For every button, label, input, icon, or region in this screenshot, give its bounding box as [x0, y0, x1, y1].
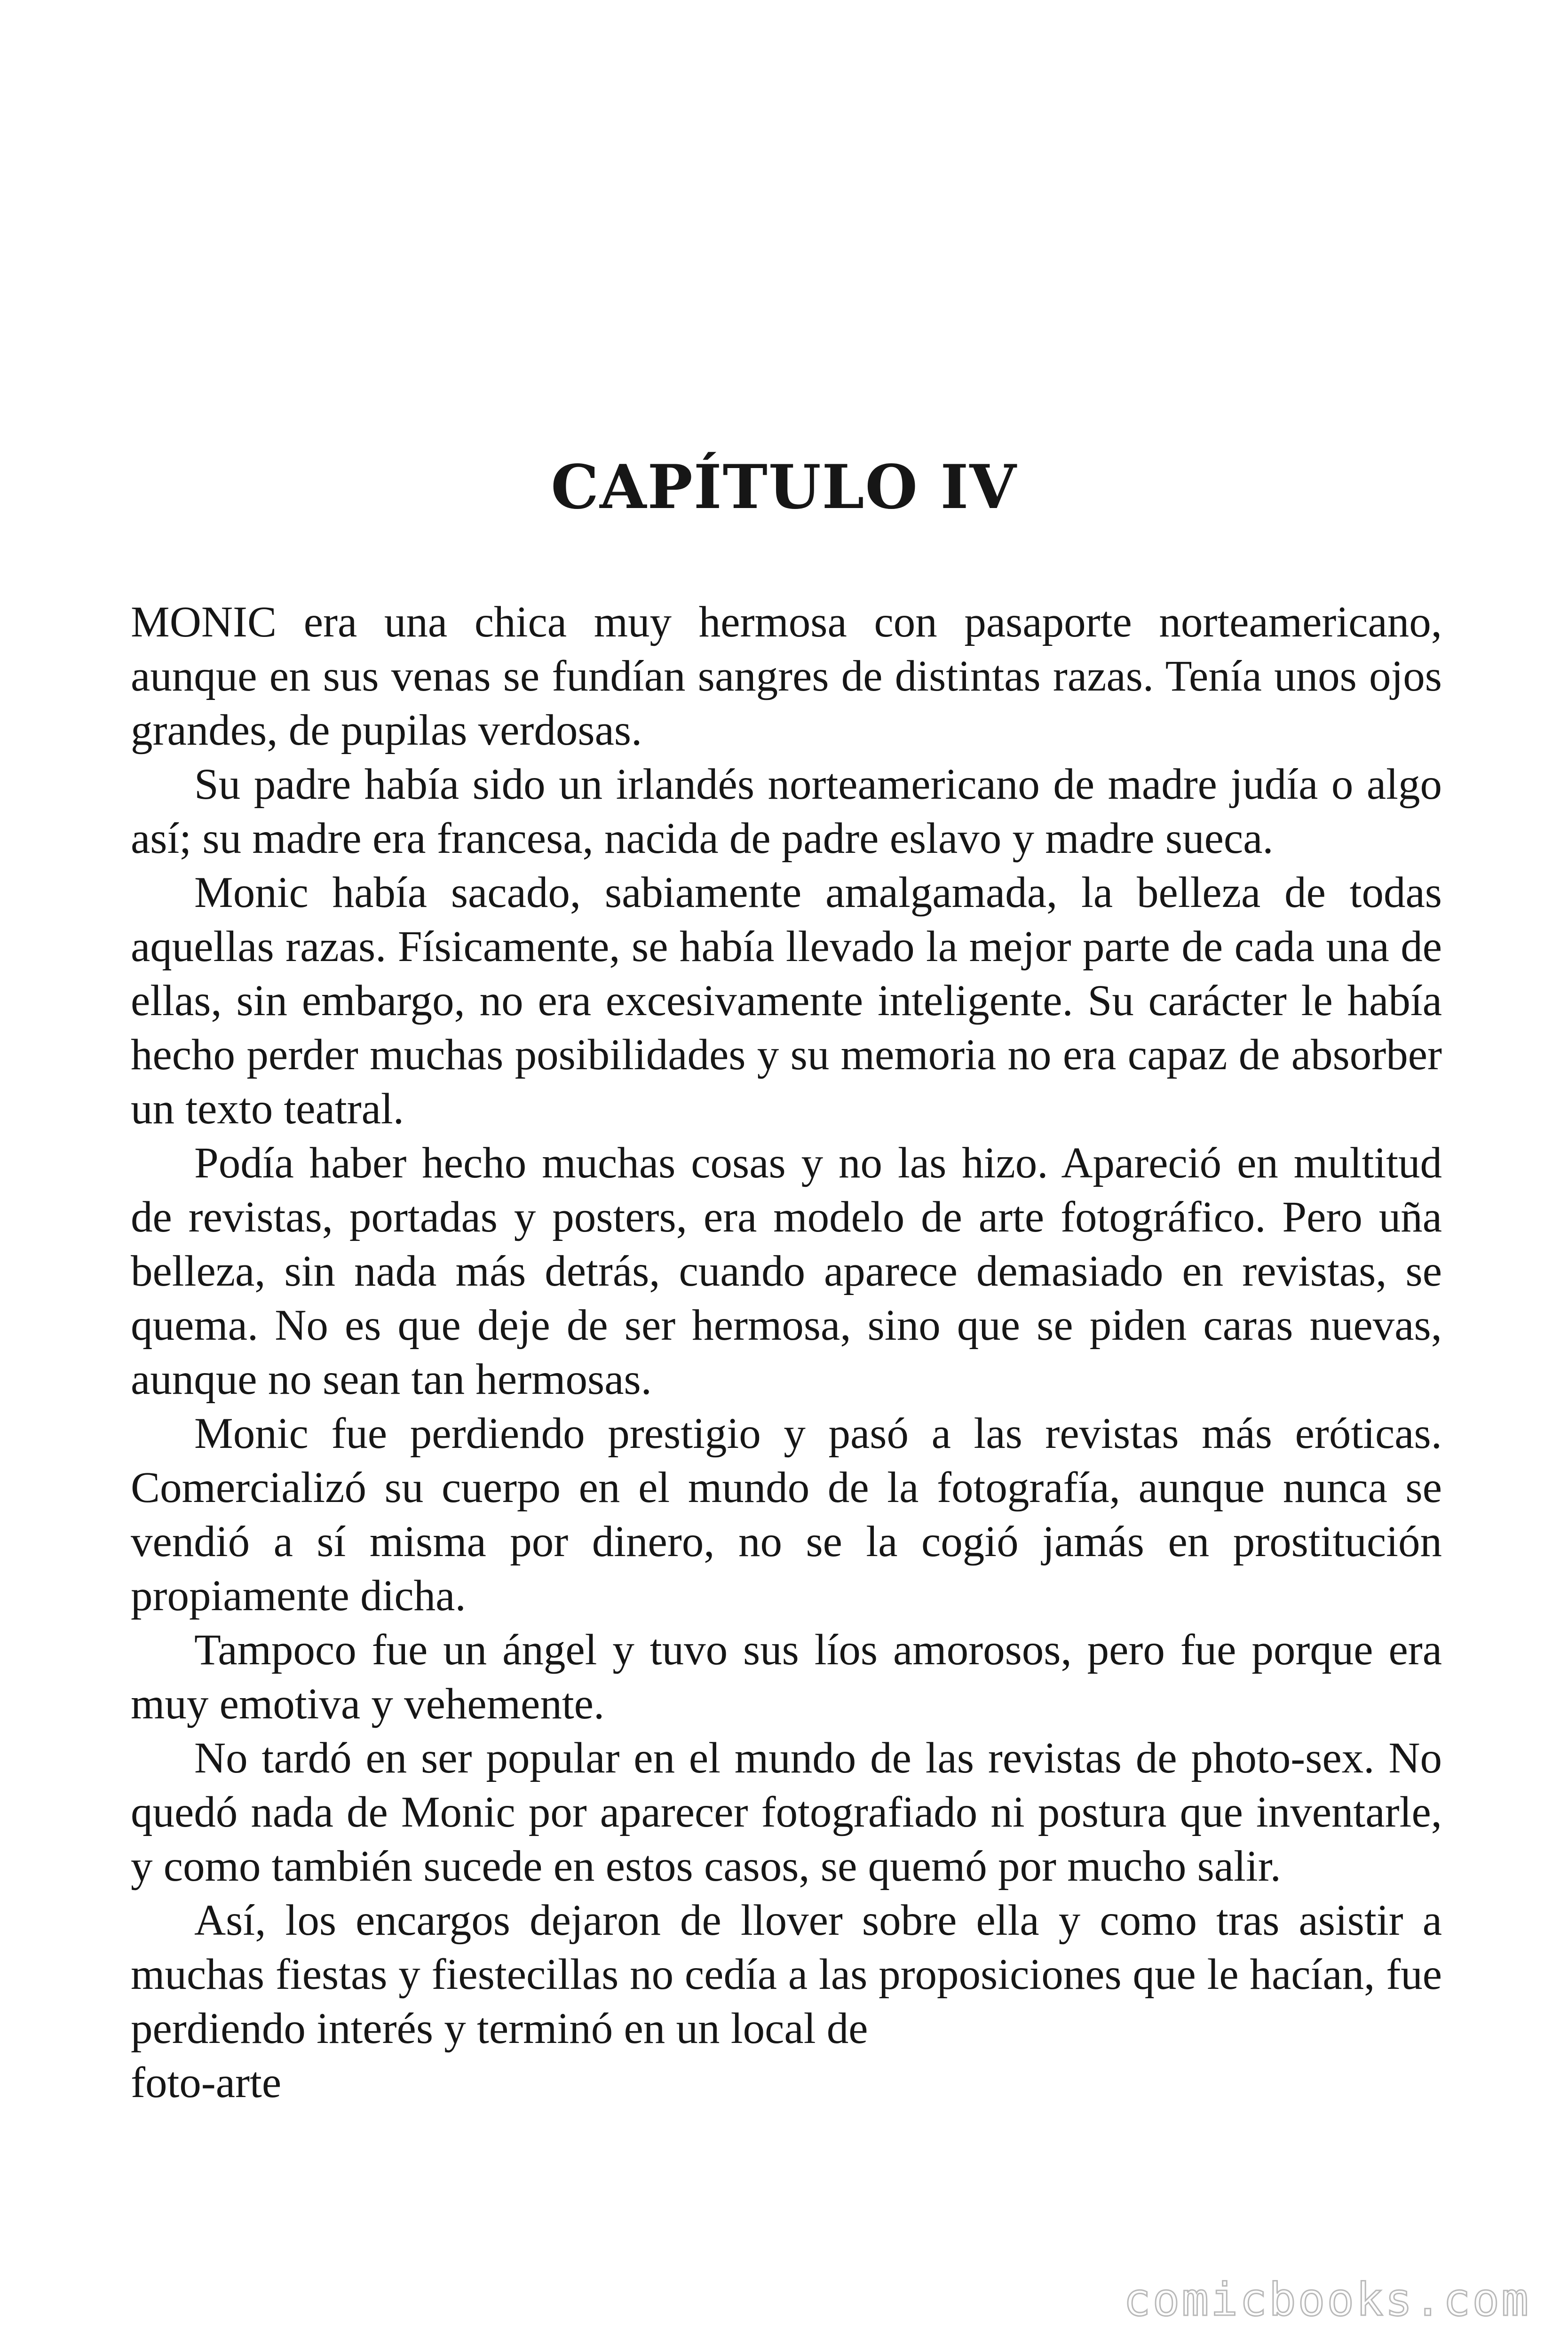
chapter-body — [131, 595, 1442, 2110]
paragraph: Tampoco fue un ángel y tuvo sus líos amorosos, pero fue porque era muy emotiva y vehemente. — [131, 1626, 1442, 1728]
paragraph: Monic fue perdiendo prestigio y pasó a las revistas más eróticas. Comercializó su cuerpo en el mundo de la fotografía, aunque nunca se vendió a sí misma por dinero, no se la cogió jamás en prostitución propiamente dicha. — [131, 1409, 1442, 1620]
paragraph: Así, los encargos dejaron de llover sobre ella y como tras asistir a muchas fiestas y fiestecillas no cedía a las proposiciones que le hacían, fue perdiendo interés y terminó en un local de — [131, 1896, 1442, 2053]
paragraph: Podía haber hecho muchas cosas y no las hizo. Apareció en multitud de revistas, portadas y posters, era modelo de arte fotográfico. Pero uña belleza, sin nada más detrás, cuando aparece demasiado en revistas, se quema. No es que deje de ser hermosa, sino que se piden caras nuevas, aunque no sean tan hermosas. — [131, 1139, 1442, 1404]
paragraph: MONIC era una chica muy hermosa con pasaporte norteamericano, aunque en sus venas se fundían sangres de distintas razas. Tenía unos ojos grandes, de pupilas verdosas. — [131, 598, 1442, 755]
paragraph: Monic había sacado, sabiamente amalgamada, la belleza de todas aquellas razas. Físicamente, se había llevado la mejor parte de cada una de ellas, sin embargo, no era excesivamente inteligente. Su carácter le había hecho perder muchas posibilidades y su memoria no era capaz de absorber un texto teatral. — [131, 868, 1442, 1133]
watermark: comicbooks.com — [1123, 2273, 1530, 2326]
paragraph: No tardó en ser popular en el mundo de las revistas de photo-sex. No quedó nada de Monic por aparecer fotografiado ni postura que inventarle, y como también sucede en estos casos, se quemó por mucho salir. — [131, 1734, 1442, 1891]
chapter-title: CAPÍTULO IV — [551, 452, 1017, 523]
paragraph-continuation: foto-arte — [131, 2058, 282, 2107]
paragraph: Su padre había sido un irlandés norteamericano de madre judía o algo así; su madre era francesa, nacida de padre eslavo y madre sueca. — [131, 760, 1442, 863]
